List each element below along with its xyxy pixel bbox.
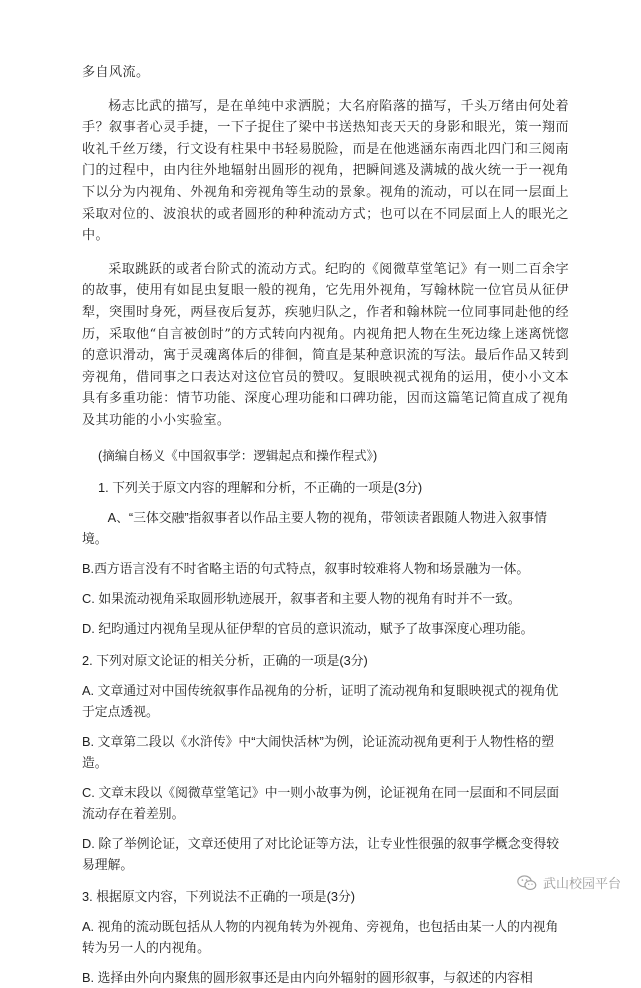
question-1-option-c: C. 如果流动视角采取圆形轨迹展开，叙事者和主要人物的视角有时并不一致。 [82,590,521,606]
question-2-option-d: D. 除了举例论证，文章还使用了对比论证等方法，让专业性很强的叙事学概念变得较易理解。 [82,835,560,872]
question-3-option-a: A. 视角的流动既包括从人物的内视角转为外视角、旁视角，也包括由某一人的内视角转为另一人的内视角。 [82,918,559,955]
question-1-stem: 1. 下列关于原文内容的理解和分析，不正确的一项是(3分) [98,479,423,495]
source-citation: (摘编自杨义《中国叙事学：逻辑起点和操作程式》) [98,448,378,463]
passage-paragraph-2: 采取跳跃的或者台阶式的流动方式。纪昀的《阅微草堂笔记》有一则二百余字的故事，使用有如昆虫复眼一般的视角，它先用外视角，写翰林院一位官员从征伊犁，突围时身死，两昼夜后复苏，疾驰归队之，作者和翰林院一位同事同赴他的经历，采取他“自言被创时”的方式转向内视角。内视角把人物在生死边缘上迷离恍惚的意识滑动，寓于灵魂离体后的徘徊，简直是某种意识流的写法。最后作品又转到旁视角，借同事之口表达对这位官员的赞叹。复眼映视式视角的运用，使小小文本具有多重功能：情节功能、深度心理功能和口碑功能，因而这篇笔记简直成了视角及其功能的小小实验室。 [82,261,569,428]
passage-line: 多自风流。 [82,65,150,80]
question-3-option-b: B. 选择由外向内聚焦的圆形叙事还是由内向外辐射的圆形叙事，与叙述的内容相 [82,969,533,985]
question-2-option-a: A. 文章通过对中国传统叙事作品视角的分析，证明了流动视角和复眼映视式的视角优于定点透视。 [82,682,559,719]
passage-paragraph-1: 杨志比武的描写，是在单纯中求洒脱；大名府陷落的描写，千头万绪由何处着手？叙事者心灵手捷，一下子捉住了梁中书送热知丧天天的身影和眼光，策一翔而收礼千丝万缕，行文设有柱果中书轻易脱险，而是在他逃涵东南西北四门和三阅南门的过程中，由内往外地辐射出圆形的视角，把瞬间逃及满城的战火统一于一视角下以分为内视角、外视角和旁视角等生动的景象。视角的流动，可以在同一层面上采取对位的、波浪状的或者圆形的种种流动方式；也可以在不同层面上人的眼光之中。 [82,98,569,244]
question-1-option-b: B.西方语言没有不时省略主语的句式特点，叙事时较难将人物和场景融为一体。 [82,560,530,576]
question-2-stem: 2. 下列对原文论证的相关分析，正确的一项是(3分) [82,652,368,668]
question-1-option-d: D. 纪昀通过内视角呈现从征伊犁的官员的意识流动，赋予了故事深度心理功能。 [82,620,534,636]
wechat-icon [517,874,537,892]
watermark-text: 武山校园平台 [542,877,621,892]
watermark [517,873,621,892]
question-1-option-a: A、“三体交融”指叙事者以作品主要人物的视角，带领读者跟随人物进入叙事情境。 [82,509,547,546]
question-2-option-b: B. 文章第二段以《水浒传》中“大闹快活林”为例，论证流动视角更利于人物性格的塑造。 [82,733,555,770]
question-3-stem: 3. 根据原文内容，下列说法不正确的一项是(3分) [82,888,356,904]
question-2-option-c: C. 文章末段以《阅微草堂笔记》中一则小故事为例，论证视角在同一层面和不同层面流动存在着差别。 [82,784,560,821]
